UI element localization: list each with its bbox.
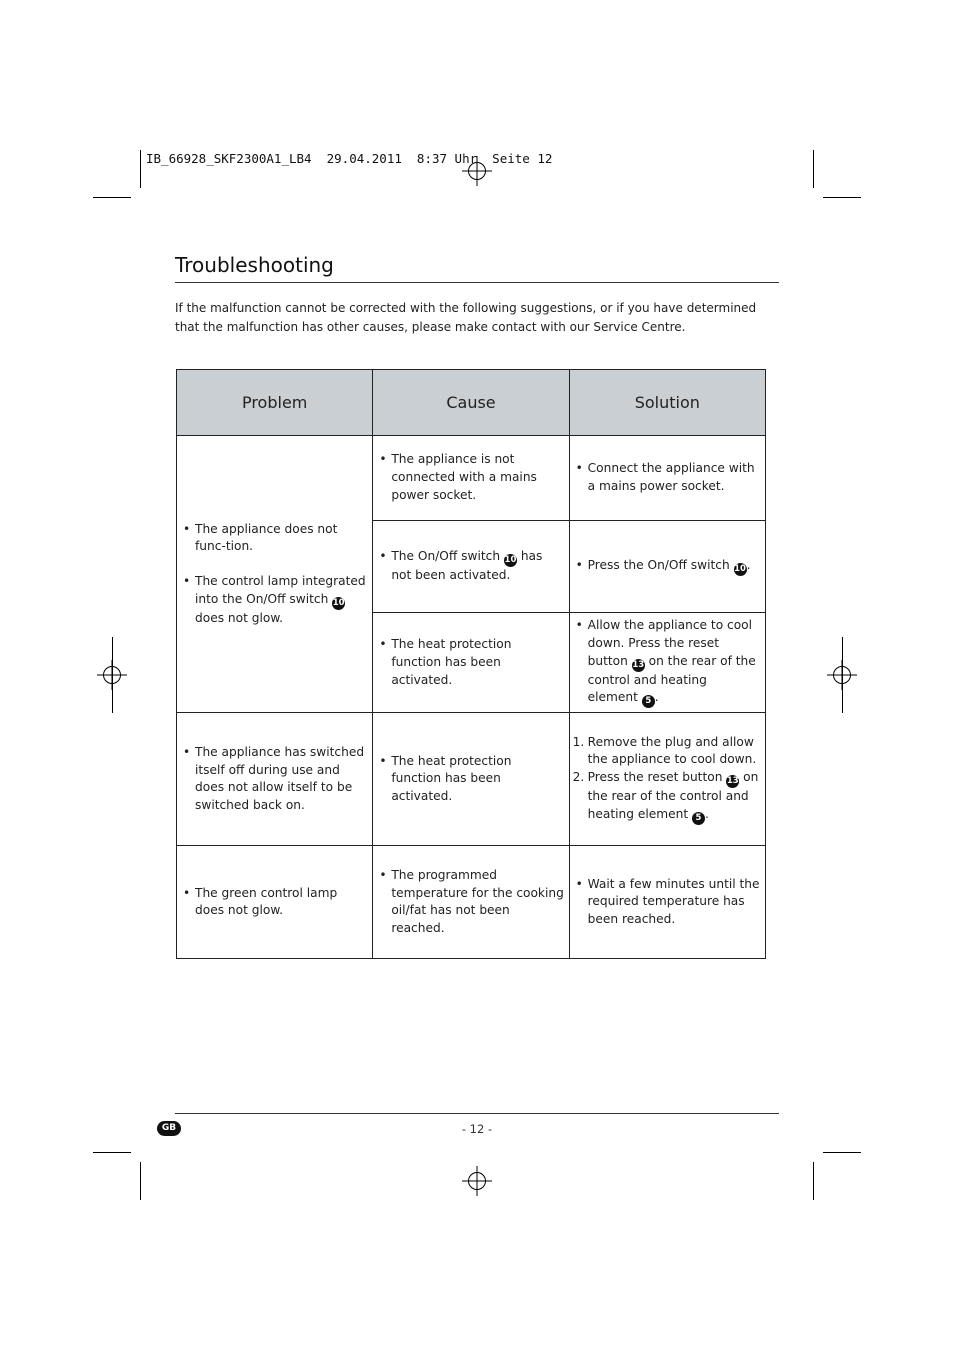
cause-cell	[373, 521, 569, 613]
step-number: 1.	[572, 734, 585, 749]
intro-paragraph: If the malfunction cannot be corrected with the following suggestions, or if you have determined that the malfunction has other causes, please make contact with our Service Centre.	[175, 301, 757, 334]
list-item	[576, 876, 761, 929]
solution-text: on the rear of the control and heating element	[587, 653, 756, 705]
crop-mark	[140, 1162, 141, 1200]
cause-cell	[373, 846, 569, 959]
print-slug: IB_66928_SKF2300A1_LB4 29.04.2011 8:37 Uhr Seite 12	[146, 151, 553, 166]
list-item	[183, 744, 368, 815]
page-number: - 12 -	[461, 1122, 493, 1136]
solution-cell	[569, 436, 765, 521]
crop-mark	[823, 197, 861, 198]
troubleshooting-table	[176, 369, 766, 959]
header-problem: Problem	[177, 370, 373, 436]
problem-cell	[177, 713, 373, 846]
list-item	[183, 885, 368, 921]
solution-text: Connect the appliance with a mains power socket.	[587, 461, 755, 493]
cause-cell	[373, 613, 569, 713]
bullet: •	[379, 867, 387, 882]
problem-text: The appliance does not func-tion.	[195, 521, 338, 554]
problem-text: The green control lamp does not glow.	[195, 885, 338, 918]
solution-cell	[569, 521, 765, 613]
problem-cell	[177, 846, 373, 959]
crop-mark	[93, 1152, 131, 1153]
ref-5-icon: 5	[692, 812, 705, 825]
solution-cell	[569, 713, 765, 846]
problem-text: The control lamp integrated into the On/Off switch	[195, 574, 366, 606]
header-cause: Cause	[373, 370, 569, 436]
list-item	[576, 460, 761, 496]
solution-text: Press the On/Off switch	[587, 558, 730, 572]
problem-cell	[177, 436, 373, 713]
cause-text: The appliance is not connected with a mains power socket.	[391, 452, 537, 502]
solution-text: Allow the appliance to cool down. Press the reset button	[587, 618, 753, 668]
cause-text: The On/Off switch	[391, 549, 501, 564]
bullet: •	[183, 521, 191, 536]
crop-mark	[140, 150, 141, 188]
bullet: •	[183, 574, 191, 589]
bullet: •	[575, 461, 583, 476]
solution-text: .	[704, 807, 709, 822]
list-item	[573, 769, 761, 825]
cause-text: The heat protection function has been activated.	[391, 753, 512, 804]
crop-mark	[93, 197, 131, 198]
problem-text: does not glow.	[195, 610, 284, 625]
solution-text: .	[654, 690, 659, 705]
title-divider	[175, 282, 779, 283]
list-item	[183, 521, 368, 557]
bullet: •	[575, 558, 583, 572]
step-number: 2.	[572, 770, 585, 785]
bullet: •	[575, 618, 583, 632]
ref-10-icon: 10	[734, 564, 746, 574]
cause-text: The programmed temperature for the cooking oil/fat has not been reached.	[391, 867, 564, 936]
list-item	[576, 557, 761, 576]
list-item	[573, 734, 761, 770]
ref-13-icon: 13	[632, 659, 645, 670]
problem-text: The appliance has switched itself off during use and does not allow itself to be switched back on.	[195, 744, 365, 813]
table-header-row	[177, 370, 766, 436]
solution-text: Remove the plug and allow the appliance to cool down.	[587, 734, 757, 767]
list-item	[576, 617, 761, 708]
bullet: •	[379, 637, 387, 651]
cause-cell	[373, 713, 569, 846]
crop-mark	[823, 1152, 861, 1153]
ref-10-icon: 10	[504, 555, 517, 566]
bullet: •	[183, 744, 191, 759]
page-title: Troubleshooting	[175, 253, 334, 277]
list-item	[379, 548, 564, 585]
table-row	[177, 713, 766, 846]
header-solution: Solution	[569, 370, 765, 436]
registration-mark-icon	[462, 156, 492, 186]
bullet: •	[575, 876, 583, 891]
bullet: •	[183, 885, 191, 900]
footer-divider	[175, 1113, 779, 1114]
crop-mark	[842, 637, 843, 713]
solution-text: on the rear of the control and heating element	[587, 770, 759, 822]
list-item	[183, 573, 368, 628]
solution-cell	[569, 846, 765, 959]
solution-text: Wait a few minutes until the required temperature has been reached.	[587, 876, 760, 927]
solution-text: .	[746, 558, 751, 572]
crop-mark	[112, 637, 113, 713]
list-item	[379, 636, 564, 689]
list-item	[379, 451, 564, 504]
registration-mark-icon	[462, 1166, 492, 1196]
bullet: •	[379, 753, 387, 768]
crop-mark	[813, 1162, 814, 1200]
cause-text: has not been activated.	[391, 549, 543, 583]
table-row	[177, 436, 766, 521]
list-item	[379, 867, 564, 938]
language-badge: GB	[157, 1121, 181, 1136]
ref-10-icon: 10	[332, 597, 345, 608]
ref-13-icon: 13	[726, 776, 739, 787]
cause-text: The heat protection function has been activated.	[391, 637, 512, 687]
solution-text: Press the reset button	[587, 770, 723, 785]
ref-5-icon: 5	[642, 695, 655, 708]
solution-cell	[569, 613, 765, 713]
table-row	[177, 846, 766, 959]
bullet: •	[379, 549, 387, 564]
cause-cell	[373, 436, 569, 521]
crop-mark	[813, 150, 814, 188]
bullet: •	[379, 452, 387, 467]
list-item	[379, 753, 564, 806]
